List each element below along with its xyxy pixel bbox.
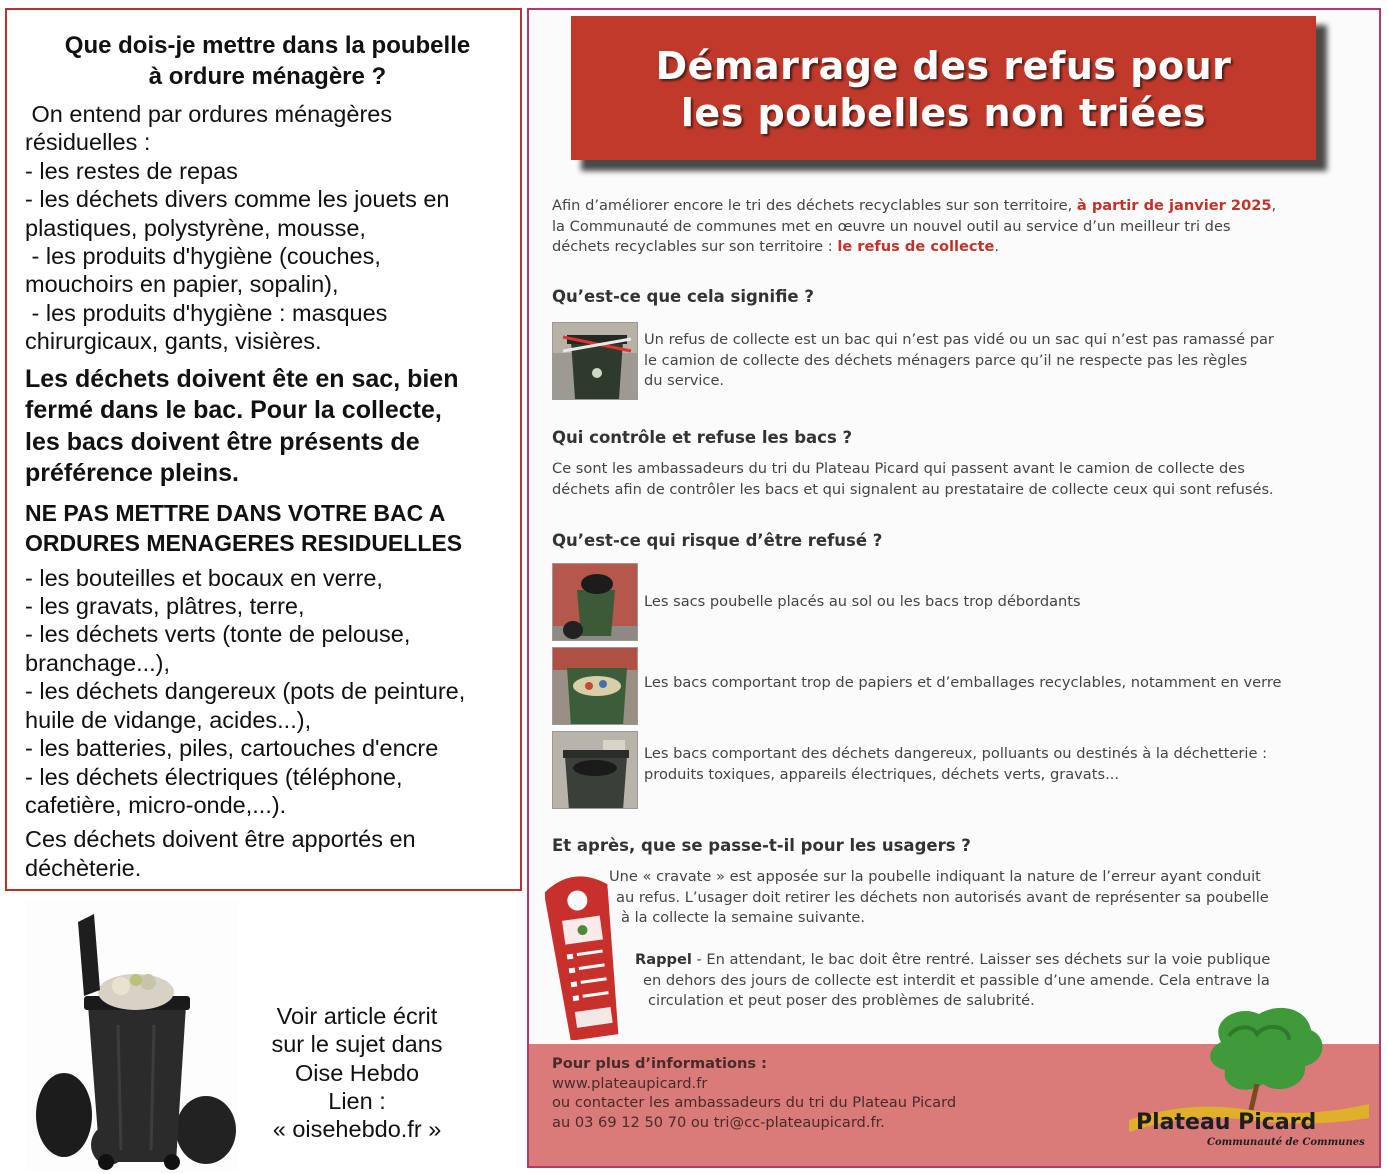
contact-line: au 03 69 12 50 70 ou tri@cc-plateaupicard.fr. — [552, 1113, 885, 1131]
text-line: ou contacter les ambassadeurs du tri du Plateau Picard — [552, 1094, 957, 1111]
text-line: - les déchets divers comme les jouets en — [25, 186, 450, 213]
meaning-text — [644, 330, 1274, 392]
intro-line — [552, 237, 1337, 258]
contact-info — [552, 1054, 956, 1132]
text-line: On entend par ordures ménagères — [25, 101, 393, 127]
forbidden-list — [25, 564, 510, 820]
text-line: déchèterie. — [25, 854, 142, 881]
text-line: en dehors des jours de collecte est interdit et passible d’une amende. Cela entrave la — [643, 971, 1270, 989]
flyer-intro — [552, 196, 1337, 258]
bin-photo-3 — [552, 647, 638, 725]
text-line: - En attendant, le bac doit être rentré. Laisser ses déchets sur la voie publique — [691, 951, 1271, 968]
left-info-panel — [5, 8, 522, 891]
list-item: - les gravats, plâtres, terre, — [25, 593, 305, 620]
after-text — [609, 867, 1269, 929]
text-line: plastiques, polystyrène, mousse, — [25, 214, 366, 241]
text-line: ORDURES MENAGERES RESIDUELLES — [25, 529, 463, 556]
risk-item-text: Les bacs comportant trop de papiers et d’emballages recyclables, notamment en verre — [644, 674, 1282, 691]
left-panel-title — [25, 30, 510, 92]
title-line: à ordure ménagère ? — [148, 63, 387, 90]
bin-photo-icon — [553, 323, 638, 400]
text-line: Les déchets doivent ête en sac, bien — [25, 364, 459, 393]
flyer-banner — [571, 16, 1316, 160]
article-reference — [232, 1002, 482, 1143]
section-heading-control: Qui contrôle et refuse les bacs ? — [552, 428, 853, 447]
text-line: fermé dans le bac. Pour la collecte, — [25, 396, 442, 425]
website-link[interactable]: www.plateaupicard.fr — [552, 1074, 708, 1092]
intro-paragraph — [25, 100, 510, 356]
text-line: à la collecte la semaine suivante. — [621, 909, 865, 926]
intro-text: déchets recyclables sur son territoire : — [552, 238, 838, 255]
intro-line — [552, 196, 1337, 217]
text-line: Voir article écrit — [276, 1003, 438, 1029]
list-item: huile de vidange, acides...), — [25, 706, 312, 733]
section-heading-meaning: Qu’est-ce que cela signifie ? — [552, 287, 814, 306]
list-item: branchage...), — [25, 649, 171, 676]
bin-photo-2 — [552, 563, 638, 641]
do-not-put-heading — [25, 498, 510, 558]
banner-line: les poubelles non triées — [680, 91, 1207, 135]
logo-subtitle: Communauté de Communes — [1207, 1137, 1365, 1148]
text-line: les bacs doivent être présents de — [25, 427, 420, 456]
text-line: - les produits d'hygiène (couches, — [25, 243, 381, 270]
hazardous-bin-icon — [553, 732, 638, 809]
text-line: Lien : — [328, 1087, 386, 1114]
list-item: - les déchets verts (tonte de pelouse, — [25, 621, 411, 648]
list-item: - les déchets dangereux (pots de peinture, — [25, 678, 466, 705]
overflowing-bin-icon — [553, 564, 638, 641]
text-line: Ces déchets doivent être apportés en — [25, 826, 416, 853]
text-line: Les bacs comportant des déchets dangereux, polluants ou destinés à la déchetterie : — [644, 745, 1268, 762]
text-line: chirurgicaux, gants, visières. — [25, 328, 322, 355]
text-line: du service. — [644, 372, 725, 389]
text-line: déchets afin de contrôler les bacs et qui signalent au prestataire de collecte ceux qui sont refusés. — [552, 480, 1274, 498]
risk-item-text: Les sacs poubelle placés au sol ou les bacs trop débordants — [644, 593, 1081, 610]
banner-line: Démarrage des refus pour — [655, 44, 1232, 88]
text-line: NE PAS METTRE DANS VOTRE BAC A — [25, 499, 446, 526]
section-heading-after: Et après, que se passe-t-il pour les usagers ? — [552, 836, 971, 855]
text-line: Un refus de collecte est un bac qui n’est pas vidé ou un sac qui n’est pas ramassé par — [644, 331, 1274, 348]
text-line: - les produits d'hygiène : masques — [25, 299, 388, 326]
rappel-label: Rappel — [635, 951, 692, 968]
control-text — [552, 459, 1274, 500]
bag-instruction — [25, 364, 510, 490]
punctuation: . — [994, 238, 1000, 255]
start-date-highlight: à partir de janvier 2025 — [1076, 197, 1272, 214]
text-line: produits toxiques, appareils électriques, déchets verts, gravats... — [644, 765, 1119, 783]
text-line: préférence pleins. — [25, 459, 239, 488]
list-item: - les déchets électriques (téléphone, — [25, 763, 403, 790]
punctuation: , — [1271, 197, 1277, 214]
text-line: Une « cravate » est apposée sur la poubelle indiquant la nature de l’erreur ayant conduit — [609, 868, 1261, 885]
bin-photo-1 — [552, 322, 638, 400]
logo-name: Plateau Picard — [1136, 1110, 1317, 1135]
list-item: cafetière, micro-onde,...). — [25, 791, 287, 818]
trash-bin-icon — [26, 900, 238, 1170]
text-line: - les restes de repas — [25, 157, 238, 184]
refus-highlight: le refus de collecte — [837, 238, 995, 255]
text-line: mouchoirs en papier, sopalin), — [25, 271, 339, 298]
closing-note — [25, 825, 510, 882]
refusal-flyer — [527, 8, 1381, 1168]
text-line: Oise Hebdo — [294, 1059, 420, 1086]
text-line: résiduelles : — [25, 129, 151, 156]
footer-heading: Pour plus d’informations : — [552, 1055, 768, 1072]
section-heading-risk: Qu’est-ce qui risque d’être refusé ? — [552, 531, 883, 550]
article-link[interactable]: « oisehebdo.fr » — [272, 1116, 442, 1143]
intro-text: Afin d’améliorer encore le tri des déchets recyclables sur son territoire, — [552, 197, 1077, 214]
text-line: sur le sujet dans — [271, 1031, 443, 1058]
list-item: - les bouteilles et bocaux en verre, — [25, 564, 383, 591]
recyclables-bin-icon — [553, 648, 638, 725]
risk-item-text — [644, 744, 1267, 785]
bin-photo-4 — [552, 731, 638, 809]
text-line: le camion de collecte des déchets ménagers parce qu’il ne respecte pas les règles — [644, 351, 1248, 369]
list-item: - les batteries, piles, cartouches d'encre — [25, 735, 439, 762]
text-line: Ce sont les ambassadeurs du tri du Plateau Picard qui passent avant le camion de collecte des — [552, 460, 1245, 477]
title-line: Que dois-je mettre dans la poubelle — [64, 32, 471, 59]
intro-line: la Communauté de communes met en œuvre un nouvel outil au service d’un meilleur tri des — [552, 217, 1231, 235]
text-line: circulation et peut poser des problèmes de salubrité. — [648, 992, 1035, 1009]
text-line: au refus. L’usager doit retirer les déchets non autorisés avant de représenter sa poubelle — [616, 888, 1269, 906]
